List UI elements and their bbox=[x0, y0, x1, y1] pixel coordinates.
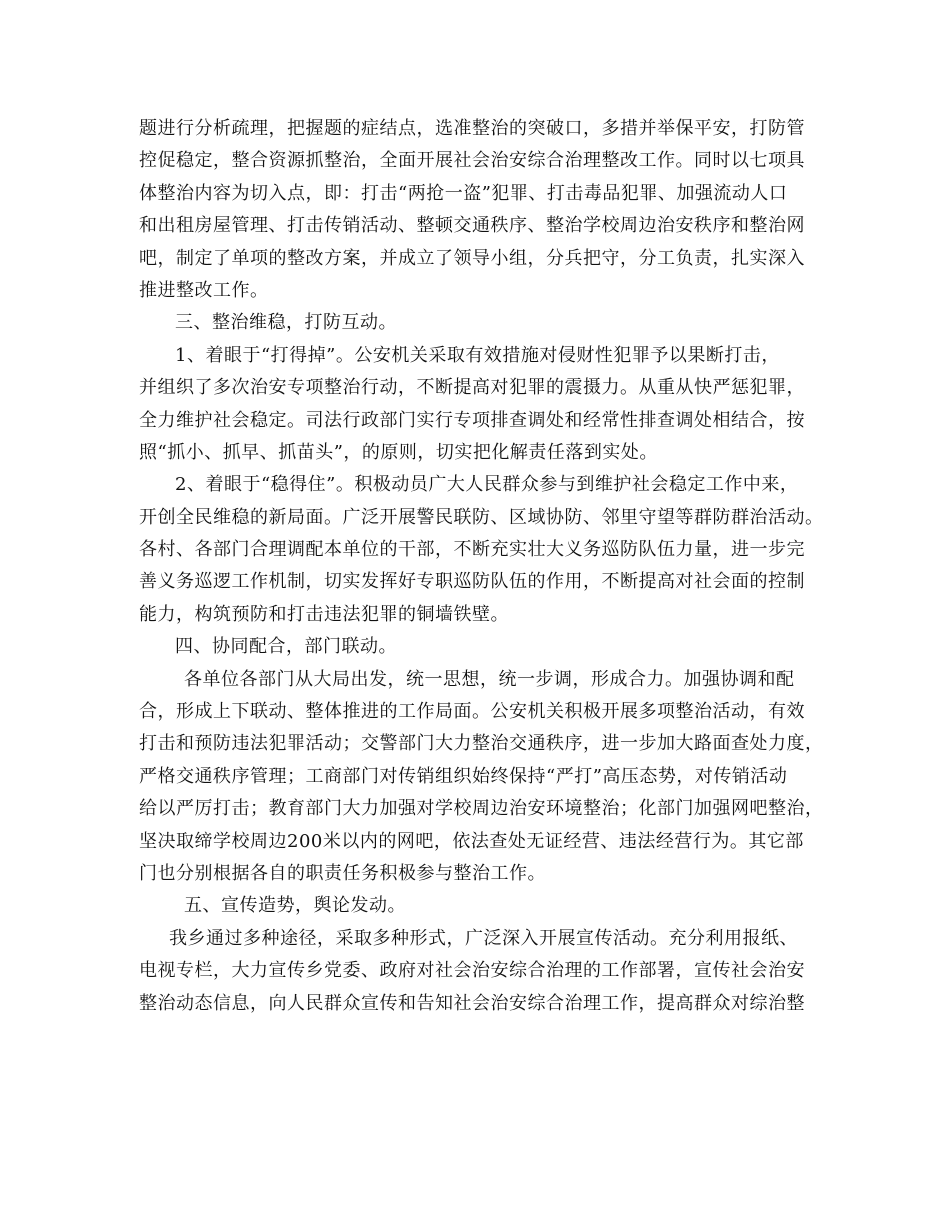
section-heading: 三、整治维稳，打防互动。 bbox=[175, 312, 397, 334]
paragraph-line: 坚决取缔学校周边200米以内的网吧，依法查处无证经营、违法经营行为。其它部 bbox=[139, 830, 804, 852]
paragraph-line: 合，形成上下联动、整体推进的工作局面。公安机关积极开展多项整治活动，有效 bbox=[139, 701, 805, 723]
paragraph-line: 能力，构筑预防和打击违法犯罪的铜墙铁壁。 bbox=[139, 603, 509, 625]
paragraph-line: 1、着眼于“打得掉”。公安机关采取有效措施对侵财性犯罪予以果断打击， bbox=[175, 344, 780, 366]
paragraph-line: 各村、各部门合理调配本单位的干部，不断充实壮大义务巡防队伍力量，进一步完 bbox=[139, 539, 805, 561]
paragraph-line: 各单位各部门从大局出发，统一思想，统一步调，形成合力。加强协调和配 bbox=[184, 668, 795, 690]
paragraph-line: 照“抓小、抓早、抓苗头”，的原则，切实把化解责任落到实处。 bbox=[139, 441, 658, 463]
paragraph-line: 2、着眼于“稳得住”。积极动员广大人民群众参与到维护社会稳定工作中来， bbox=[175, 474, 799, 496]
paragraph-line: 控促稳定，整合资源抓整治，全面开展社会治安综合治理整改工作。同时以七项具 bbox=[139, 150, 805, 172]
paragraph-line: 开创全民维稳的新局面。广泛开展警民联防、区域协防、邻里守望等群防群治活动。 bbox=[139, 506, 824, 528]
paragraph-line: 体整治内容为切入点，即：打击“两抢一盗”犯罪、打击毒品犯罪、加强流动人口 bbox=[139, 182, 788, 204]
paragraph-line: 并组织了多次治安专项整治行动，不断提高对犯罪的震摄力。从重从快严惩犯罪， bbox=[139, 377, 805, 399]
document-body bbox=[139, 113, 829, 1020]
paragraph-line: 题进行分析疏理，把握题的症结点，选准整治的突破口，多措并举保平安，打防管 bbox=[139, 118, 805, 139]
paragraph-line: 吧，制定了单项的整改方案，并成立了领导小组，分兵把守，分工负责，扎实深入 bbox=[139, 247, 805, 269]
paragraph-line: 打击和预防违法犯罪活动；交警部门大力整治交通秩序，进一步加大路面查处力度， bbox=[139, 733, 824, 755]
section-heading: 四、协同配合，部门联动。 bbox=[175, 636, 397, 658]
paragraph-line: 全力维护社会稳定。司法行政部门实行专项排查调处和经常性排查调处相结合，按 bbox=[139, 409, 805, 431]
paragraph-line: 推进整改工作。 bbox=[139, 279, 269, 301]
paragraph-line: 和出租房屋管理、打击传销活动、整顿交通秩序、整治学校周边治安秩序和整治网 bbox=[139, 215, 805, 237]
paragraph-line: 善义务巡逻工作机制，切实发挥好专职巡防队伍的作用，不断提高对社会面的控制 bbox=[139, 571, 805, 593]
section-heading: 五、宣传造势，舆论发动。 bbox=[184, 895, 406, 917]
paragraph-line: 门也分别根据各自的职责任务积极参与整治工作。 bbox=[139, 862, 546, 884]
paragraph-line: 电视专栏，大力宣传乡党委、政府对社会治安综合治理的工作部署，宣传社会治安 bbox=[139, 960, 805, 982]
paragraph-line: 整治动态信息，向人民群众宣传和告知社会治安综合治理工作，提高群众对综治整 bbox=[139, 992, 805, 1014]
paragraph-line: 严格交通秩序管理；工商部门对传销组织始终保持“严打”高压态势，对传销活动 bbox=[139, 765, 788, 787]
paragraph-line: 给以严厉打击；教育部门大力加强对学校周边治安环境整治；化部门加强网吧整治， bbox=[139, 798, 824, 820]
paragraph-line: 我乡通过多种途径，采取多种形式，广泛深入开展宣传活动。充分利用报纸、 bbox=[169, 927, 798, 949]
